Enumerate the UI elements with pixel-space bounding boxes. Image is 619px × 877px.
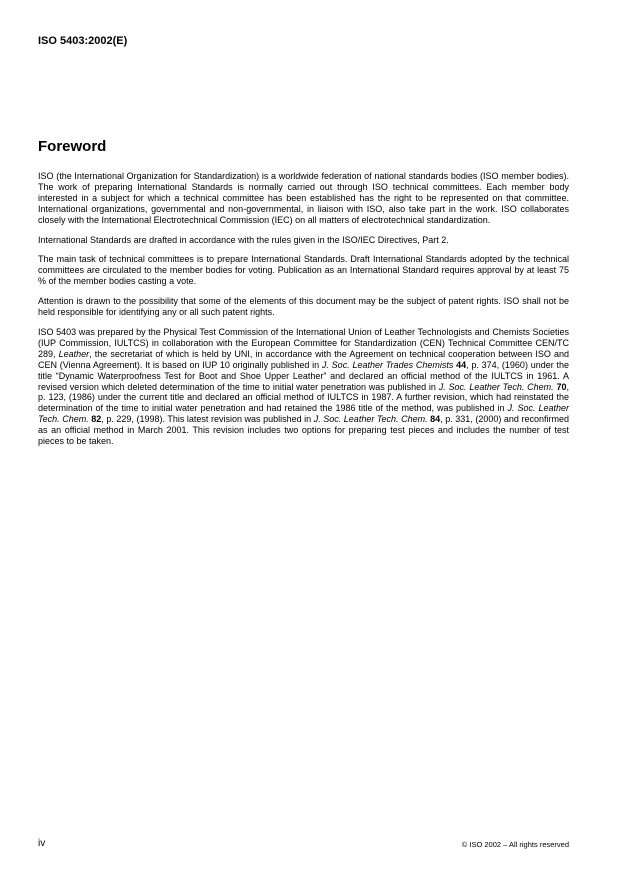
paragraph: [38, 296, 569, 318]
text-run: International Standards are drafted in accordance with the rules given in the ISO/IEC Directives, Part 2.: [38, 234, 449, 245]
citation-text: J. Soc. Leather Tech. Chem.: [313, 414, 428, 425]
volume-number: 84: [430, 414, 441, 425]
paragraph: [38, 235, 569, 246]
copyright-notice: © ISO 2002 – All rights reserved: [461, 840, 569, 849]
volume-number: 70: [556, 381, 567, 392]
text-run: Attention is drawn to the possibility that some of the elements of this document may be the subject of patent rights. ISO shall not be held responsible for identifying any or all such patent rights.: [38, 296, 569, 318]
citation-text: J. Soc. Leather Tech. Chem.: [438, 381, 554, 392]
citation-text: Leather: [58, 348, 90, 359]
citation-text: J. Soc. Leather Trades Chemists: [321, 359, 454, 370]
text-run: ISO (the International Organization for Standardization) is a worldwide federation of national standards bodies (ISO member bodies). The work of preparing International Standards is normally carried out through ISO technical committees. Each member body interested in a subject for which a technical committee has been established has the right to be represented on that committee. International organizations, governmental and non-governmental, in liaison with ISO, also take part in the work. ISO collaborates closely with the International Electrotechnical Commission (IEC) on all matters of electrotechnical standardization.: [38, 171, 569, 225]
volume-number: 44: [456, 359, 467, 370]
document-header: ISO 5403:2002(E): [38, 35, 128, 47]
text-run: , p. 374, (1960) under the title “Dynamic Waterproofness Test for Boot and Shoe Upper Leather” and declared an official method of the IULTCS in 1961. A revised version which deleted determination of the time to initial water penetration was published in: [38, 359, 569, 392]
paragraph: [38, 254, 569, 287]
page-number: iv: [38, 838, 46, 849]
text-run: The main task of technical committees is to prepare International Standards. Draft International Standards adopted by the technical committees are circulated to the member bodies for voting. Publication as an International Standard requires approval by at least 75 % of the member bodies casting a vote.: [38, 254, 569, 287]
volume-number: 82: [91, 414, 102, 425]
text-run: , the secretariat of which is held by UNI, in accordance with the Agreement on technical cooperation between ISO and CEN (Vienna Agreement). It is based on IUP 10 originally published in: [38, 348, 569, 370]
citation-text: J. Soc. Leather Tech. Chem.: [38, 403, 569, 425]
paragraph: [38, 327, 569, 447]
text-run: ISO 5403 was prepared by the Physical Test Commission of the International Union of Leather Technologists and Chemists Societies (IUP Commission, IULTCS) in collaboration with the European Committee for Standardization (CEN) Technical Committee CEN/TC 289,: [38, 326, 569, 359]
paragraph: [38, 171, 569, 226]
text-run: , p. 229, (1998). This latest revision was published in: [101, 414, 314, 425]
text-run: , p. 123, (1986) under the current title and declared an official method of IULTCS in 1987. A further revision, which had reinstated the determination of the time to initial water penetration and had retained the 1986 title of the method, was published in: [38, 381, 569, 414]
foreword-body: [38, 171, 569, 456]
page-title: Foreword: [38, 138, 107, 155]
text-run: , p. 331, (2000) and reconfirmed as an official method in March 2001. This revision includes two options for preparing test pieces and includes the number of test pieces to be taken.: [38, 414, 569, 447]
